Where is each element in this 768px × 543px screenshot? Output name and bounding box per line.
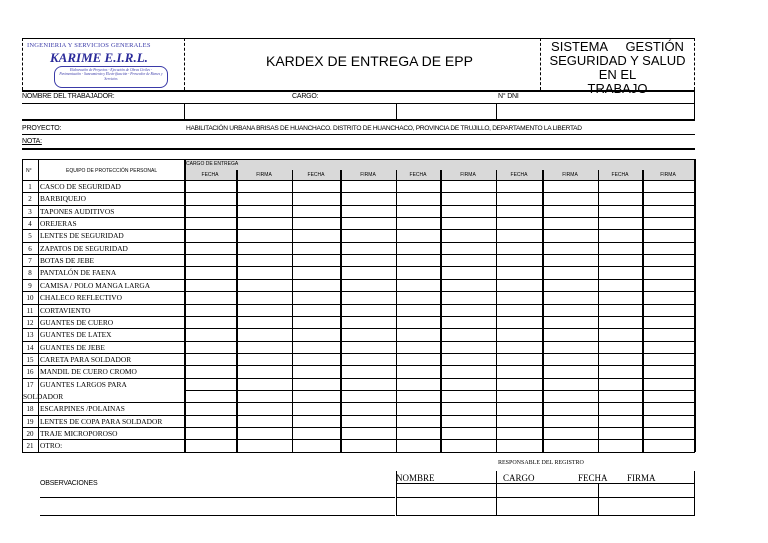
fecha-cell[interactable]	[293, 206, 339, 216]
row-number: 17	[26, 380, 34, 389]
fecha-cell[interactable]	[293, 243, 339, 253]
fecha-cell[interactable]	[397, 391, 439, 401]
fecha-cell[interactable]	[185, 440, 235, 450]
col-header-fecha: FECHA	[201, 172, 219, 178]
system-title-line-3: TRABAJO	[587, 81, 648, 96]
company-logo	[22, 40, 182, 92]
firma-cell[interactable]	[643, 354, 693, 364]
fecha-cell[interactable]	[497, 403, 541, 413]
firma-cell[interactable]	[543, 428, 597, 438]
fecha-cell[interactable]	[397, 292, 439, 302]
logo-brand: KARIME E.I.R.L.	[50, 50, 148, 65]
fecha-cell[interactable]	[293, 342, 339, 352]
fecha-cell[interactable]	[397, 243, 439, 253]
fecha-cell[interactable]	[185, 292, 235, 302]
worker-name-label: NOMBRE DEL TRABAJADOR:	[22, 93, 115, 100]
firma-cell[interactable]	[543, 366, 597, 376]
firma-cell[interactable]	[643, 230, 693, 240]
firma-cell[interactable]	[341, 218, 395, 228]
fecha-cell[interactable]	[497, 280, 541, 290]
firma-cell[interactable]	[543, 440, 597, 450]
firma-cell[interactable]	[441, 255, 495, 265]
fecha-cell[interactable]	[397, 317, 439, 327]
firma-cell[interactable]	[643, 428, 693, 438]
firma-cell[interactable]	[643, 440, 693, 450]
firma-cell[interactable]	[543, 280, 597, 290]
col-header-fecha: FECHA	[510, 172, 528, 178]
fecha-cell[interactable]	[185, 428, 235, 438]
project-label: PROYECTO:	[22, 125, 62, 132]
logo-tagline: Elaboración de Proyectos - Ejecución de Obras Civiles - Pavimentación - Saneamiento y Electrificación - Proveedor de Bienes y Servicios	[59, 68, 163, 81]
row-number: 9	[28, 281, 32, 290]
logo-tagline-frame	[54, 66, 168, 88]
firma-cell[interactable]	[237, 292, 291, 302]
firma-cell[interactable]	[643, 403, 693, 413]
system-title-line-2: SEGURIDAD Y SALUD EN EL	[549, 53, 686, 82]
row-number: 5	[28, 232, 32, 241]
fecha-cell[interactable]	[599, 366, 641, 376]
firma-cell[interactable]	[543, 193, 597, 203]
fecha-cell[interactable]	[293, 379, 339, 389]
equipment-item: CHALECO REFLECTIVO	[40, 293, 122, 303]
observations-label: OBSERVACIONES	[40, 480, 98, 487]
firma-cell[interactable]	[643, 366, 693, 376]
fecha-cell[interactable]	[497, 292, 541, 302]
firma-cell[interactable]	[341, 267, 395, 277]
firma-cell[interactable]	[237, 329, 291, 339]
firma-cell[interactable]	[643, 181, 693, 191]
fecha-cell[interactable]	[185, 181, 235, 191]
fecha-cell[interactable]	[397, 342, 439, 352]
firma-cell[interactable]	[543, 416, 597, 426]
fecha-cell[interactable]	[599, 342, 641, 352]
firma-cell[interactable]	[341, 243, 395, 253]
fecha-cell[interactable]	[185, 317, 235, 327]
fecha-cell[interactable]	[185, 230, 235, 240]
col-header-firma: FIRMA	[256, 172, 272, 178]
firma-cell[interactable]	[341, 391, 395, 401]
firma-cell[interactable]	[543, 342, 597, 352]
firma-cell[interactable]	[237, 366, 291, 376]
row-number: 11	[26, 306, 34, 315]
row-number: 8	[28, 269, 32, 278]
fecha-cell[interactable]	[293, 428, 339, 438]
firma-cell[interactable]	[643, 379, 693, 389]
equipment-item: ZAPATOS DE SEGURIDAD	[40, 243, 128, 253]
fecha-cell[interactable]	[599, 416, 641, 426]
fecha-cell[interactable]	[599, 329, 641, 339]
firma-cell[interactable]	[237, 354, 291, 364]
firma-cell[interactable]	[543, 379, 597, 389]
firma-cell[interactable]	[441, 416, 495, 426]
firma-cell[interactable]	[341, 403, 395, 413]
footer-fecha-label: FECHA	[578, 473, 608, 483]
equipment-item: SOLDADOR	[23, 391, 64, 401]
fecha-cell[interactable]	[293, 329, 339, 339]
firma-cell[interactable]	[643, 292, 693, 302]
firma-cell[interactable]	[237, 416, 291, 426]
fecha-cell[interactable]	[599, 379, 641, 389]
equipment-item: TRAJE MICROPOROSO	[40, 429, 118, 438]
fecha-cell[interactable]	[599, 440, 641, 450]
firma-cell[interactable]	[543, 305, 597, 315]
fecha-cell[interactable]	[397, 416, 439, 426]
fecha-cell[interactable]	[397, 193, 439, 203]
equipment-item: GUANTES LARGOS PARA	[40, 379, 127, 389]
firma-cell[interactable]	[441, 193, 495, 203]
fecha-cell[interactable]	[293, 354, 339, 364]
firma-cell[interactable]	[341, 440, 395, 450]
firma-cell[interactable]	[643, 391, 693, 401]
fecha-cell[interactable]	[497, 243, 541, 253]
firma-cell[interactable]	[237, 193, 291, 203]
row-number: 16	[26, 368, 34, 377]
cargo-entrega-label: CARGO DE ENTREGA	[186, 161, 239, 167]
firma-cell[interactable]	[341, 416, 395, 426]
firma-cell[interactable]	[543, 317, 597, 327]
note-label: NOTA:	[22, 138, 42, 145]
firma-cell[interactable]	[441, 342, 495, 352]
fecha-cell[interactable]	[185, 267, 235, 277]
row-number: 3	[28, 207, 32, 216]
fecha-cell[interactable]	[185, 403, 235, 413]
firma-cell[interactable]	[237, 280, 291, 290]
firma-cell[interactable]	[643, 342, 693, 352]
footer-nombre-label: NOMBRE	[396, 473, 435, 483]
fecha-cell[interactable]	[185, 255, 235, 265]
firma-cell[interactable]	[441, 366, 495, 376]
row-number: 14	[26, 343, 34, 352]
firma-cell[interactable]	[543, 403, 597, 413]
fecha-cell[interactable]	[599, 428, 641, 438]
equipment-item: GUANTES DE CUERO	[40, 317, 114, 327]
fecha-cell[interactable]	[599, 403, 641, 413]
equipment-item: CAMISA / POLO MANGA LARGA	[40, 280, 151, 290]
firma-cell[interactable]	[441, 317, 495, 327]
equipment-header: EQUIPO DE PROTECCIÓN PERSONAL	[66, 168, 158, 174]
equipment-item: BOTAS DE JEBE	[40, 256, 95, 266]
equipment-item: CORTAVIENTO	[40, 305, 91, 315]
firma-cell[interactable]	[643, 305, 693, 315]
firma-cell[interactable]	[543, 181, 597, 191]
fecha-cell[interactable]	[497, 305, 541, 315]
fecha-cell[interactable]	[293, 193, 339, 203]
firma-cell[interactable]	[441, 305, 495, 315]
fecha-cell[interactable]	[599, 218, 641, 228]
row-number: 19	[26, 417, 34, 426]
firma-cell[interactable]	[643, 206, 693, 216]
firma-cell[interactable]	[237, 428, 291, 438]
firma-cell[interactable]	[441, 243, 495, 253]
firma-cell[interactable]	[441, 280, 495, 290]
firma-cell[interactable]	[441, 329, 495, 339]
fecha-cell[interactable]	[397, 181, 439, 191]
firma-cell[interactable]	[643, 280, 693, 290]
fecha-cell[interactable]	[599, 193, 641, 203]
fecha-cell[interactable]	[497, 193, 541, 203]
firma-cell[interactable]	[643, 255, 693, 265]
num-header: N°	[26, 168, 32, 174]
fecha-cell[interactable]	[293, 317, 339, 327]
fecha-cell[interactable]	[397, 440, 439, 450]
fecha-cell[interactable]	[293, 391, 339, 401]
col-header-fecha: FECHA	[307, 172, 325, 178]
equipment-item: GUANTES DE JEBE	[40, 342, 105, 352]
fecha-cell[interactable]	[599, 267, 641, 277]
firma-cell[interactable]	[237, 403, 291, 413]
firma-cell[interactable]	[341, 292, 395, 302]
fecha-cell[interactable]	[293, 280, 339, 290]
firma-cell[interactable]	[643, 267, 693, 277]
fecha-cell[interactable]	[397, 267, 439, 277]
firma-cell[interactable]	[441, 391, 495, 401]
fecha-cell[interactable]	[185, 218, 235, 228]
row-number: 6	[28, 244, 32, 253]
fecha-cell[interactable]	[497, 317, 541, 327]
firma-cell[interactable]	[543, 329, 597, 339]
fecha-cell[interactable]	[185, 342, 235, 352]
fecha-cell[interactable]	[397, 366, 439, 376]
row-number: 20	[26, 430, 34, 438]
fecha-cell[interactable]	[397, 403, 439, 413]
firma-cell[interactable]	[441, 354, 495, 364]
firma-cell[interactable]	[543, 267, 597, 277]
firma-cell[interactable]	[441, 181, 495, 191]
equipment-item: LENTES DE SEGURIDAD	[40, 231, 124, 241]
fecha-cell[interactable]	[497, 206, 541, 216]
fecha-cell[interactable]	[293, 305, 339, 315]
fecha-cell[interactable]	[185, 193, 235, 203]
firma-cell[interactable]	[643, 218, 693, 228]
fecha-cell[interactable]	[497, 218, 541, 228]
equipment-item: GUANTES DE LATEX	[40, 330, 112, 340]
row-number: 7	[28, 257, 32, 266]
equipment-item: OTRO:	[40, 441, 63, 451]
fecha-cell[interactable]	[185, 206, 235, 216]
firma-cell[interactable]	[341, 342, 395, 352]
fecha-cell[interactable]	[497, 391, 541, 401]
firma-cell[interactable]	[341, 379, 395, 389]
firma-cell[interactable]	[441, 292, 495, 302]
fecha-cell[interactable]	[397, 206, 439, 216]
fecha-cell[interactable]	[497, 366, 541, 376]
firma-cell[interactable]	[237, 317, 291, 327]
firma-cell[interactable]	[237, 230, 291, 240]
equipment-item: PANTALÓN DE FAENA	[40, 268, 117, 278]
firma-cell[interactable]	[441, 267, 495, 277]
firma-cell[interactable]	[543, 255, 597, 265]
fecha-cell[interactable]	[185, 416, 235, 426]
firma-cell[interactable]	[237, 255, 291, 265]
firma-cell[interactable]	[237, 305, 291, 315]
firma-cell[interactable]	[341, 255, 395, 265]
firma-cell[interactable]	[341, 317, 395, 327]
firma-cell[interactable]	[441, 379, 495, 389]
col-header-fecha: FECHA	[611, 172, 629, 178]
fecha-cell[interactable]	[293, 267, 339, 277]
fecha-cell[interactable]	[185, 391, 235, 401]
fecha-cell[interactable]	[185, 305, 235, 315]
fecha-cell[interactable]	[397, 428, 439, 438]
row-number: 10	[26, 294, 34, 303]
fecha-cell[interactable]	[293, 218, 339, 228]
firma-cell[interactable]	[543, 218, 597, 228]
row-number: 13	[26, 331, 34, 340]
footer-firma-label: FIRMA	[627, 473, 656, 483]
firma-cell[interactable]	[341, 305, 395, 315]
firma-cell[interactable]	[341, 193, 395, 203]
fecha-cell[interactable]	[397, 218, 439, 228]
fecha-cell[interactable]	[599, 206, 641, 216]
system-title-line-1: SISTEMA GESTIÓN	[551, 39, 684, 54]
fecha-cell[interactable]	[497, 354, 541, 364]
fecha-cell[interactable]	[599, 280, 641, 290]
firma-cell[interactable]	[441, 440, 495, 450]
firma-cell[interactable]	[441, 206, 495, 216]
equipment-item: LENTES DE COPA PARA SOLDADOR	[40, 416, 163, 426]
footer-cargo-label: CARGO	[503, 473, 535, 483]
firma-cell[interactable]	[341, 354, 395, 364]
firma-cell[interactable]	[237, 218, 291, 228]
col-header-firma: FIRMA	[460, 172, 476, 178]
fecha-cell[interactable]	[293, 440, 339, 450]
firma-cell[interactable]	[341, 280, 395, 290]
system-title	[541, 40, 694, 96]
firma-cell[interactable]	[441, 218, 495, 228]
col-header-fecha: FECHA	[409, 172, 427, 178]
equipment-item: BARBIQUEJO	[40, 194, 86, 204]
equipment-item: CASCO DE SEGURIDAD	[40, 182, 121, 191]
fecha-cell[interactable]	[599, 305, 641, 315]
firma-cell[interactable]	[237, 440, 291, 450]
firma-cell[interactable]	[543, 354, 597, 364]
fecha-cell[interactable]	[497, 230, 541, 240]
firma-cell[interactable]	[643, 329, 693, 339]
firma-cell[interactable]	[543, 243, 597, 253]
fecha-cell[interactable]	[599, 230, 641, 240]
firma-cell[interactable]	[341, 181, 395, 191]
firma-cell[interactable]	[237, 379, 291, 389]
fecha-cell[interactable]	[497, 342, 541, 352]
fecha-cell[interactable]	[599, 243, 641, 253]
fecha-cell[interactable]	[599, 354, 641, 364]
fecha-cell[interactable]	[293, 416, 339, 426]
fecha-cell[interactable]	[497, 379, 541, 389]
firma-cell[interactable]	[341, 366, 395, 376]
fecha-cell[interactable]	[185, 354, 235, 364]
row-number: 2	[28, 195, 32, 204]
firma-cell[interactable]	[237, 181, 291, 191]
row-number: 12	[26, 318, 34, 327]
firma-cell[interactable]	[441, 230, 495, 240]
equipment-item: TAPONES AUDITIVOS	[40, 206, 115, 216]
fecha-cell[interactable]	[497, 329, 541, 339]
firma-cell[interactable]	[441, 428, 495, 438]
fecha-cell[interactable]	[599, 181, 641, 191]
fecha-cell[interactable]	[397, 379, 439, 389]
fecha-cell[interactable]	[185, 243, 235, 253]
fecha-cell[interactable]	[397, 230, 439, 240]
fecha-cell[interactable]	[497, 267, 541, 277]
dni-label: N° DNI	[498, 93, 519, 100]
responsible-label: RESPONSABLE DEL REGISTRO	[498, 460, 584, 466]
fecha-cell[interactable]	[497, 428, 541, 438]
fecha-cell[interactable]	[497, 416, 541, 426]
firma-cell[interactable]	[341, 329, 395, 339]
fecha-cell[interactable]	[185, 379, 235, 389]
fecha-cell[interactable]	[397, 329, 439, 339]
row-number: 15	[26, 355, 34, 364]
firma-cell[interactable]	[643, 317, 693, 327]
fecha-cell[interactable]	[185, 280, 235, 290]
firma-cell[interactable]	[341, 428, 395, 438]
firma-cell[interactable]	[237, 243, 291, 253]
fecha-cell[interactable]	[185, 366, 235, 376]
firma-cell[interactable]	[341, 230, 395, 240]
firma-cell[interactable]	[341, 206, 395, 216]
fecha-cell[interactable]	[599, 391, 641, 401]
col-header-firma: FIRMA	[562, 172, 578, 178]
row-number: 4	[28, 220, 32, 229]
fecha-cell[interactable]	[397, 255, 439, 265]
firma-cell[interactable]	[237, 206, 291, 216]
fecha-cell[interactable]	[497, 255, 541, 265]
fecha-cell[interactable]	[293, 366, 339, 376]
firma-cell[interactable]	[237, 267, 291, 277]
fecha-cell[interactable]	[293, 181, 339, 191]
fecha-cell[interactable]	[397, 280, 439, 290]
col-header-firma: FIRMA	[360, 172, 376, 178]
equipment-item: ESCARPINES /POLAINAS	[40, 404, 125, 414]
firma-cell[interactable]	[543, 292, 597, 302]
fecha-cell[interactable]	[599, 255, 641, 265]
fecha-cell[interactable]	[293, 230, 339, 240]
fecha-cell[interactable]	[599, 292, 641, 302]
project-value: HABILITACIÓN URBANA BRISAS DE HUANCHACO. DISTRITO DE HUANCHACO, PROVINCIA DE TRUJILLO, DEPARTAMENTO LA LIBERTAD	[186, 125, 582, 132]
firma-cell[interactable]	[643, 416, 693, 426]
firma-cell[interactable]	[643, 193, 693, 203]
equipment-item: MANDIL DE CUERO CROMO	[40, 367, 137, 377]
fecha-cell[interactable]	[497, 440, 541, 450]
row-number: 18	[26, 405, 34, 414]
firma-cell[interactable]	[237, 342, 291, 352]
row-number: 21	[26, 442, 34, 451]
fecha-cell[interactable]	[293, 292, 339, 302]
firma-cell[interactable]	[543, 206, 597, 216]
firma-cell[interactable]	[237, 391, 291, 401]
document-title: KARDEX DE ENTREGA DE EPP	[266, 53, 473, 69]
fecha-cell[interactable]	[293, 255, 339, 265]
equipment-item: OREJERAS	[40, 219, 77, 229]
cargo-label: CARGO:	[292, 93, 319, 100]
fecha-cell[interactable]	[293, 403, 339, 413]
firma-cell[interactable]	[543, 230, 597, 240]
fecha-cell[interactable]	[397, 354, 439, 364]
fecha-cell[interactable]	[397, 305, 439, 315]
firma-cell[interactable]	[441, 403, 495, 413]
row-number: 1	[28, 183, 32, 191]
col-header-firma: FIRMA	[660, 172, 676, 178]
firma-cell[interactable]	[543, 391, 597, 401]
fecha-cell[interactable]	[185, 329, 235, 339]
equipment-item: CARETA PARA SOLDADOR	[40, 354, 132, 364]
logo-company-line: INGENIERIA Y SERVICIOS GENERALES	[27, 42, 151, 49]
fecha-cell[interactable]	[599, 317, 641, 327]
firma-cell[interactable]	[643, 243, 693, 253]
fecha-cell[interactable]	[497, 181, 541, 191]
